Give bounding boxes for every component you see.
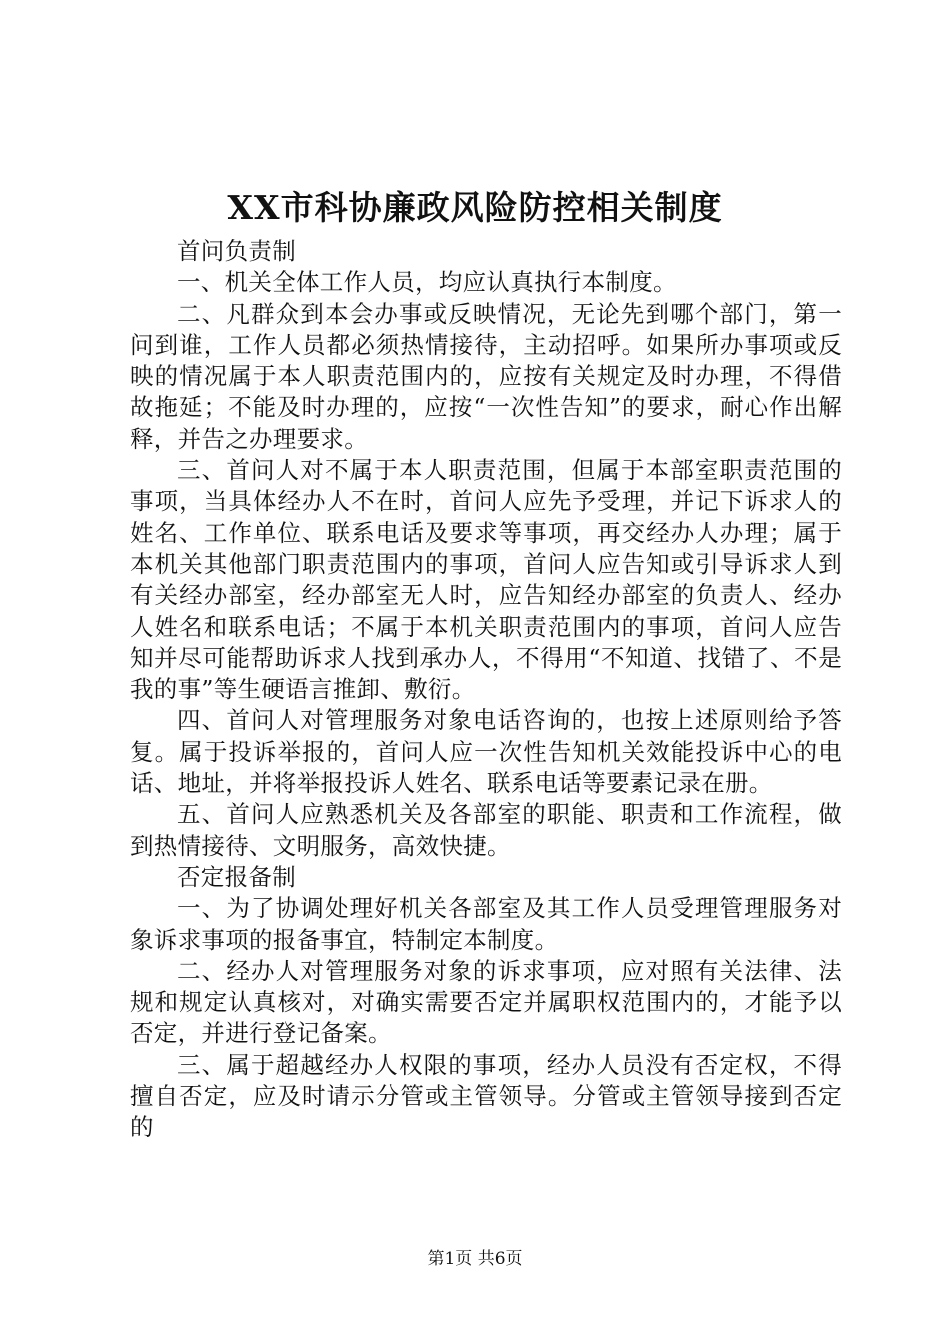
section-heading: 否定报备制 bbox=[177, 862, 296, 891]
paragraph: 一、机关全体工作人员，均应认真执行本制度。 bbox=[177, 268, 677, 297]
paragraph: 三、首问人对不属于本人职责范围，但属于本部室职责范围的事项，当具体经办人不在时，首问人应先予受理，并记下诉求人的姓名、工作单位、联系电话及要求等事项，再交经办人办理；属于本机关其他部门职责范围内的事项，首问人应告知或引导诉求人到有关经办部室，经办部室无人时，应告知经办部室的负责人、经办人姓名和联系电话；不属于本机关职责范围内的事项，首问人应告知并尽可能帮助诉求人找到承办人，不得用“不知道、找错了、不是我的事”等生硬语言推卸、敷衍。 bbox=[130, 456, 842, 704]
paragraph: 四、首问人对管理服务对象电话咨询的，也按上述原则给予答复。属于投诉举报的，首问人应一次性告知机关效能投诉中心的电话、地址，并将举报投诉人姓名、联系电话等要素记录在册。 bbox=[130, 706, 842, 798]
paragraph: 二、经办人对管理服务对象的诉求事项，应对照有关法律、法规和规定认真核对，对确实需要否定并属职权范围内的，才能予以否定，并进行登记备案。 bbox=[130, 956, 842, 1048]
page-footer: 第1页 共6页 bbox=[427, 1249, 523, 1269]
paragraph: 五、首问人应熟悉机关及各部室的职能、职责和工作流程，做到热情接待、文明服务，高效快捷。 bbox=[130, 800, 842, 860]
paragraph: 二、凡群众到本会办事或反映情况，无论先到哪个部门，第一问到谁，工作人员都必须热情接待，主动招呼。如果所办事项或反映的情况属于本人职责范围内的，应按有关规定及时办理，不得借故拖延；不能及时办理的，应按“一次性告知”的要求，耐心作出解释，并告之办理要求。 bbox=[130, 299, 842, 453]
document-title: XX市科协廉政风险防控相关制度 bbox=[227, 188, 723, 227]
document-body bbox=[130, 236, 842, 1144]
paragraph: 一、为了协调处理好机关各部室及其工作人员受理管理服务对象诉求事项的报备事宜，特制定本制度。 bbox=[130, 894, 842, 954]
paragraph: 三、属于超越经办人权限的事项，经办人员没有否定权，不得擅自否定，应及时请示分管或主管领导。分管或主管领导接到否定的 bbox=[130, 1050, 842, 1142]
section-heading: 首问负责制 bbox=[177, 237, 296, 265]
